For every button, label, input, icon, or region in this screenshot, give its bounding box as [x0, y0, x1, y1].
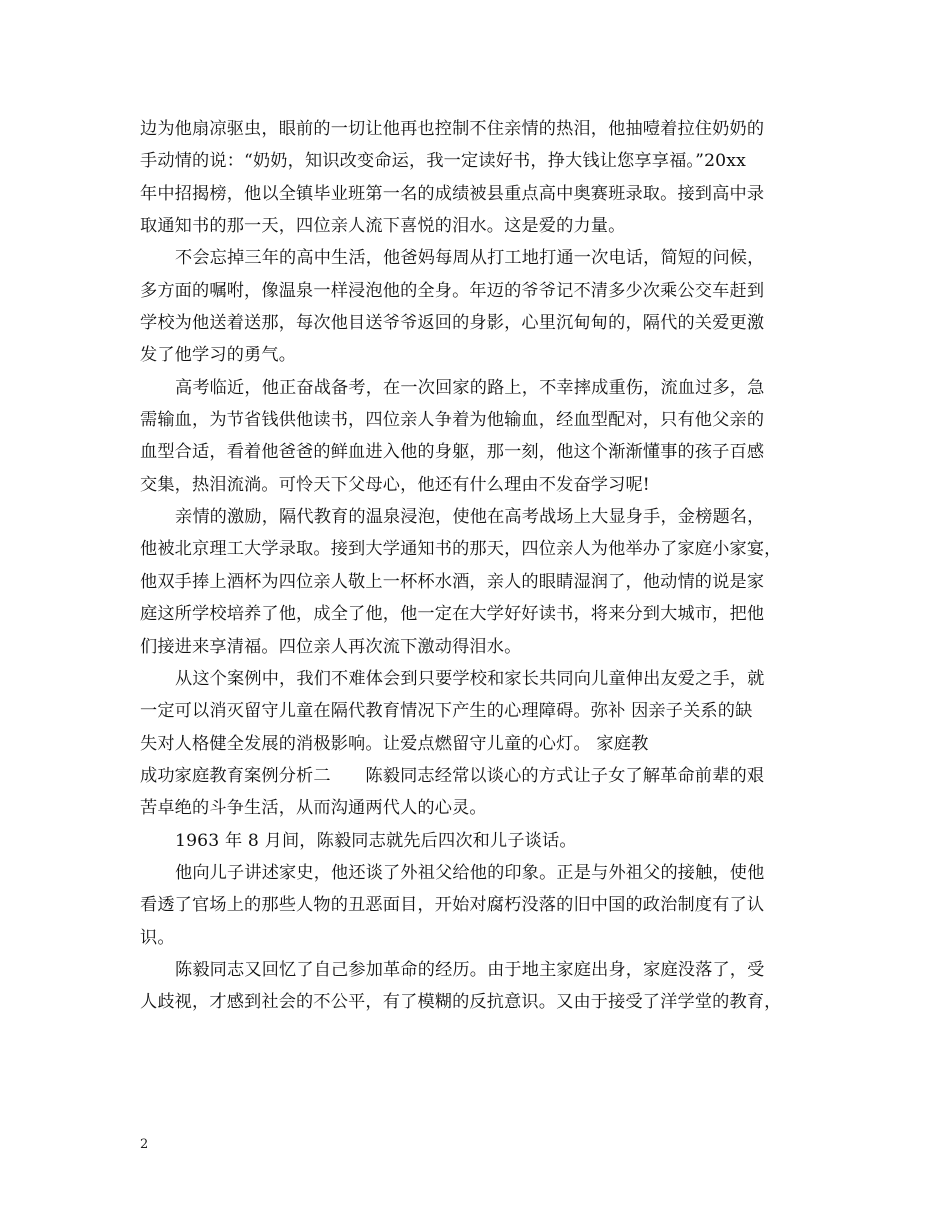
text-line: 手动情的说：“奶奶，知识改变命运，我一定读好书，挣大钱让您享享福。”20xx [140, 151, 746, 172]
text-line: 他向儿子讲述家史，他还谈了外祖父给他的印象。正是与外祖父的接触，使他 [175, 862, 765, 883]
page-number: 2 [140, 1137, 149, 1152]
document-body [140, 113, 828, 1019]
text-line: 从这个案例中，我们不难体会到只要学校和家长共同向儿童伸出友爱之手，就 [175, 668, 765, 689]
text-line: 边为他扇凉驱虫，眼前的一切让他再也控制不住亲情的热泪，他抽噎着拉住奶奶的 [140, 119, 765, 139]
text-line: 1963 年 8 月间，陈毅同志就先后四次和儿子谈话。 [175, 830, 577, 851]
text-line: 成功家庭教育案例分析二 陈毅同志经常以谈心的方式让子女了解革命前辈的艰 [140, 765, 765, 786]
text-line: 陈毅同志又回忆了自己参加革命的经历。由于地主家庭出身，家庭没落了，受 [175, 959, 765, 980]
text-line: 们接进来享清福。四位亲人再次流下激动得泪水。 [140, 636, 522, 657]
text-line: 人歧视，才感到社会的不公平，有了模糊的反抗意识。又由于接受了洋学堂的教育， [140, 992, 782, 1013]
text-line: 发了他学习的勇气。 [140, 345, 297, 366]
text-line: 失对人格健全发展的消极影响。让爱点燃留守儿童的心灯。 家庭教 [140, 733, 649, 754]
text-line: 他被北京理工大学录取。接到大学通知书的那天，四位亲人为他举办了家庭小家宴， [140, 539, 782, 560]
text-line: 识。 [140, 927, 175, 948]
text-line: 多方面的嘱咐，像温泉一样浸泡他的全身。年迈的爷爷记不清多少次乘公交车赶到 [140, 280, 765, 301]
text-line: 看透了官场上的那些人物的丑恶面目，开始对腐朽没落的旧中国的政治制度有了认 [140, 895, 765, 916]
text-line: 年中招揭榜，他以全镇毕业班第一名的成绩被县重点高中奥赛班录取。接到高中录 [140, 183, 765, 204]
text-line: 不会忘掉三年的高中生活，他爸妈每周从打工地打通一次电话，简短的问候， [175, 248, 765, 269]
text-line: 高考临近，他正奋战备考，在一次回家的路上，不幸摔成重伤，流血过多，急 [175, 377, 765, 398]
text-line: 苦卓绝的斗争生活，从而沟通两代人的心灵。 [140, 798, 487, 819]
text-line: 亲情的激励，隔代教育的温泉浸泡，使他在高考战场上大显身手，金榜题名， [175, 507, 765, 528]
text-line: 取通知书的那一天，四位亲人流下喜悦的泪水。这是爱的力量。 [140, 216, 626, 237]
text-line: 庭这所学校培养了他，成全了他，他一定在大学好好读书，将来分到大城市，把他 [140, 604, 765, 625]
text-line: 需输血，为节省钱供他读书，四位亲人争着为他输血，经血型配对，只有他父亲的 [140, 410, 765, 431]
text-line: 血型合适，看着他爸爸的鲜血进入他的身躯，那一刻，他这个渐渐懂事的孩子百感 [140, 442, 765, 463]
text-line: 交集，热泪流淌。可怜天下父母心，他还有什么理由不发奋学习呢! [140, 474, 650, 495]
text-line: 一定可以消灭留守儿童在隔代教育情况下产生的心理障碍。弥补 因亲子关系的缺 [140, 701, 753, 722]
text-line: 学校为他送着送那，每次他目送爷爷返回的身影，心里沉甸甸的，隔代的关爱更激 [140, 313, 765, 334]
text-line: 他双手捧上酒杯为四位亲人敬上一杯杯水酒，亲人的眼睛湿润了，他动情的说是家 [140, 571, 765, 592]
